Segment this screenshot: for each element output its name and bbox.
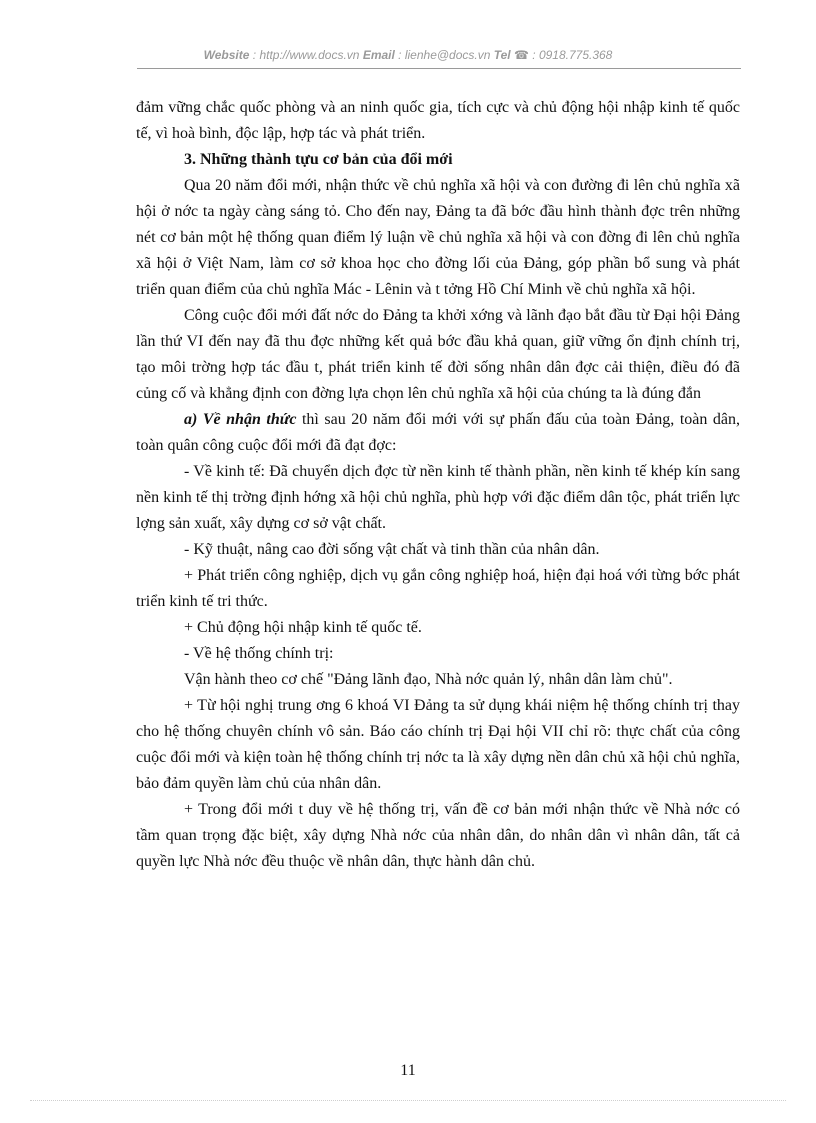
paragraph-renovation: Công cuộc đổi mới đất nớc do Đảng ta khởi xớng và lãnh đạo bắt đầu từ Đại hội Đảng lần thứ VI đến nay đã thu đợc những kết quả bớc đầu khả quan, giữ vững ổn định chính trị, tạo môi trờng hợp tác đầu t, phát triển kinh tế đời sống nhân dân đợc cải thiện, điều đó đã củng cố và khẳng định con đờng lựa chọn lên chủ nghĩa xã hội của chúng ta là đúng đắn [136, 307, 740, 402]
email-label: Email [362, 48, 395, 62]
website-value: : http://www.docs.vn [249, 48, 363, 62]
paragraph-mechanism: Vận hành theo cơ chế "Đảng lãnh đạo, Nhà nớc quản lý, nhân dân làm chủ". [184, 671, 673, 688]
paragraph-state: + Trong đổi mới t duy về hệ thống trị, vấn đề cơ bản mới nhận thức về Nhà nớc có tầm quan trọng đặc biệt, xây dựng Nhà nớc của nhân dân, do nhân dân vì nhân dân, tất cả quyền lực Nhà nớc đều thuộc về nhân dân, thực hành dân chủ. [136, 801, 740, 870]
section-heading: 3. Những thành tựu cơ bản của đổi mới [184, 151, 453, 168]
paragraph-conference: + Từ hội nghị trung ơng 6 khoá VI Đảng ta sử dụng khái niệm hệ thống chính trị thay cho hệ thống chuyên chính vô sản. Báo cáo chính trị Đại hội VII chỉ rõ: thực chất của công cuộc đổi mới và kiện toàn hệ thống chính trị nớc ta là xây dựng nền dân chủ xã hội chủ nghĩa, bảo đảm quyền làm chủ của nhân dân. [136, 697, 740, 792]
header-divider [137, 68, 741, 69]
page-header [0, 48, 816, 62]
page-number: 11 [400, 1062, 416, 1079]
paragraph-economy: - Về kinh tế: Đã chuyển dịch đợc từ nền kinh tế thành phần, nền kinh tế khép kín sang nền kinh tế thị trờng định hớng xã hội chủ nghĩa, phù hợp với đặc điểm dân tộc, phát triển lực lợng sản xuất, xây dựng cơ sở vật chất. [136, 463, 740, 532]
subsection-text: thì sau 20 năm đổi mới với sự phấn đấu của toàn Đảng, toàn dân, toàn quân công cuộc đổi mới đã đạt đợc: [136, 411, 741, 454]
paragraph-integration: + Chủ động hội nhập kinh tế quốc tế. [184, 619, 422, 636]
tel-value: ☎ : 0918.775.368 [510, 48, 613, 62]
footer-divider [30, 1100, 786, 1101]
paragraph-industry: + Phát triển công nghiệp, dịch vụ gắn công nghiệp hoá, hiện đại hoá với từng bớc phát triển kinh tế tri thức. [136, 567, 740, 610]
paragraph-political-system: - Về hệ thống chính trị: [184, 645, 334, 662]
paragraph-technology: - Kỹ thuật, nâng cao đời sống vật chất và tinh thần của nhân dân. [184, 541, 600, 558]
website-label: Website [203, 48, 250, 62]
tel-label: Tel [493, 48, 511, 62]
paragraph-awareness: Qua 20 năm đổi mới, nhận thức về chủ nghĩa xã hội và con đường đi lên chủ nghĩa xã hội ở nớc ta ngày càng sáng tỏ. Cho đến nay, Đảng ta đã bớc đầu hình thành đợc trên những nét cơ bản một hệ thống quan điểm lý luận về chủ nghĩa xã hội và con đờng đi lên chủ nghĩa xã hội ở Việt Nam, làm cơ sở khoa học cho đờng lối của Đảng, góp phần bổ sung và phát triển quan điểm của chủ nghĩa Mác - Lênin và t tởng Hồ Chí Minh về chủ nghĩa xã hội. [136, 177, 740, 298]
subsection-heading: a) Về nhận thức [184, 411, 297, 428]
document-body [136, 95, 740, 875]
email-value: : lienhe@docs.vn [394, 48, 494, 62]
paragraph-intro: đảm vững chắc quốc phòng và an ninh quốc gia, tích cực và chủ động hội nhập kinh tế quốc tế, vì hoà bình, độc lập, hợp tác và phát triển. [136, 99, 740, 142]
paragraph-subsection [136, 407, 740, 459]
